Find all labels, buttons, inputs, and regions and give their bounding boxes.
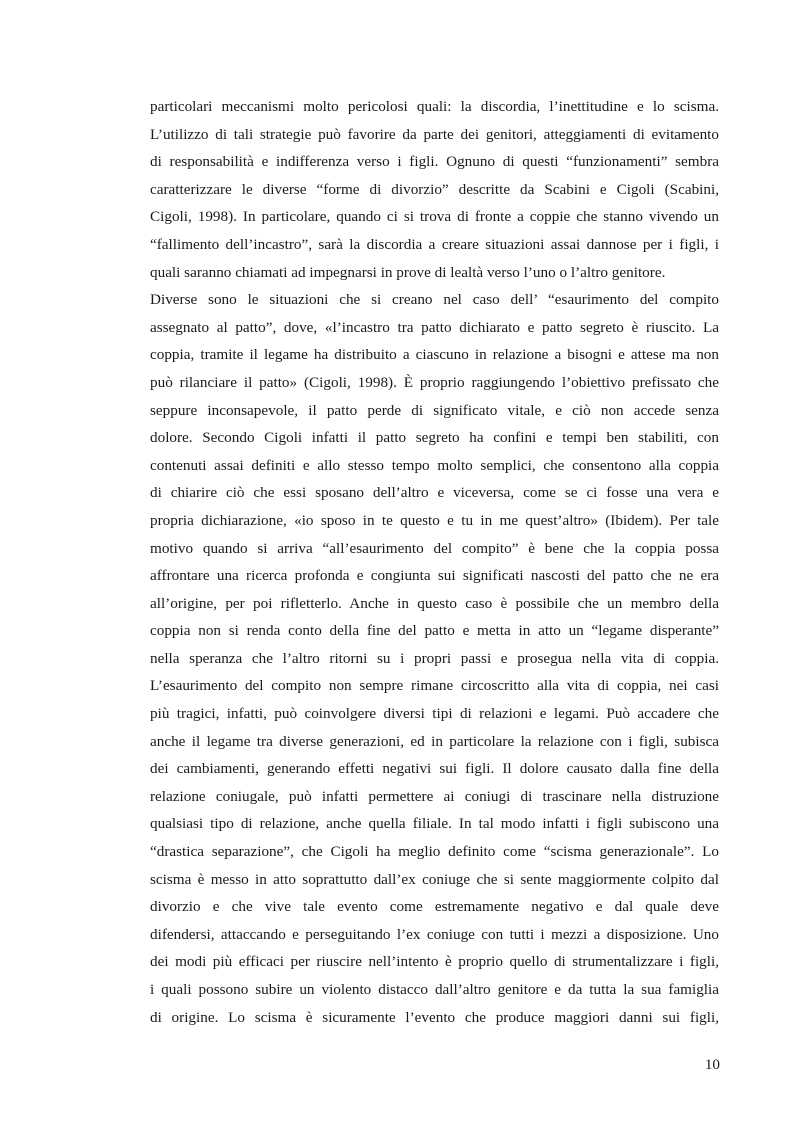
text-line: i quali possono subire un violento distacco dall’altro genitore e da tutta la sua famiglia <box>150 981 719 998</box>
text-line: dei cambiamenti, generando effetti negativi sui figli. Il dolore causato dalla fine della <box>150 760 719 778</box>
text-line: propria dichiarazione, «io sposo in te questo e tu in me quest’altro» (Ibidem). Per tale <box>150 511 719 529</box>
body-text <box>150 93 719 1031</box>
text-line: Diverse sono le situazioni che si creano nel caso dell’ “esaurimento del compito <box>150 291 719 309</box>
text-line: dei modi più efficaci per riuscire nell’intento è proprio quello di strumentalizzare i figli, <box>150 953 719 971</box>
text-line: relazione coniugale, può infatti permettere ai coniugi di trascinare nella distruzione <box>150 787 719 805</box>
text-line: di origine. Lo scisma è sicuramente l’evento che produce maggiori danni sui figli, <box>150 1008 719 1026</box>
text-line: può rilanciare il patto» (Cigoli, 1998). È proprio raggiungendo l’obiettivo prefissato che <box>150 373 719 391</box>
text-line: coppia, tramite il legame ha distribuito a ciascuno in relazione a bisogni e attese ma non <box>150 346 719 364</box>
page-number: 10 <box>704 1056 720 1073</box>
text-line: qualsiasi tipo di relazione, anche quella filiale. In tal modo infatti i figli subiscono una <box>150 815 719 833</box>
text-line: nella speranza che l’altro ritorni su i propri passi e prosegua nella vita di coppia. <box>150 649 719 667</box>
text-line: contenuti assai definiti e allo stesso tempo molto semplici, che consentono alla coppia <box>150 456 719 474</box>
text-line: di responsabilità e indifferenza verso i figli. Ognuno di questi “funzionamenti” sembra <box>150 153 719 171</box>
text-line: caratterizzare le diverse “forme di divorzio” descritte da Scabini e Cigoli (Scabini, <box>150 180 719 198</box>
text-line: scisma è messo in atto soprattutto dall’ex coniuge che si sente maggiormente colpito dal <box>150 870 719 888</box>
text-line: assegnato al patto”, dove, «l’incastro tra patto dichiarato e patto segreto è riuscito. La <box>150 318 719 336</box>
text-line: divorzio e che vive tale evento come estremamente negativo e dal quale deve <box>150 898 719 916</box>
text-line: affrontare una ricerca profonda e congiunta sui significati nascosti del patto che ne era <box>150 567 719 585</box>
text-line: L’utilizzo di tali strategie può favorire da parte dei genitori, atteggiamenti di evitamento <box>150 125 719 143</box>
text-line: coppia non si renda conto della fine del patto e metta in atto un “legame disperante” <box>150 622 719 640</box>
text-line: “fallimento dell’incastro”, sarà la discordia a creare situazioni assai dannose per i figli, i <box>150 235 719 253</box>
text-line: all’origine, per poi rifletterlo. Anche in questo caso è possibile che un membro della <box>150 594 719 612</box>
text-line: particolari meccanismi molto pericolosi quali: la discordia, l’inettitudine e lo scisma. <box>150 98 719 115</box>
text-line: più tragici, infatti, può coinvolgere diversi tipi di relazioni e legami. Può accadere che <box>150 705 719 723</box>
text-line: dolore. Secondo Cigoli infatti il patto segreto ha confini e tempi ben stabiliti, con <box>150 429 719 447</box>
text-line: anche il legame tra diverse generazioni, ed in particolare la relazione con i figli, subisca <box>150 732 719 750</box>
text-line: “drastica separazione”, che Cigoli ha meglio definito come “scisma generazionale”. Lo <box>150 843 719 861</box>
text-line: seppure inconsapevole, il patto perde di significato vitale, e ciò non accede senza <box>150 401 719 419</box>
text-line: L’esaurimento del compito non sempre rimane circoscritto alla vita di coppia, nei casi <box>150 677 719 695</box>
text-line: difendersi, attaccando e perseguitando l’ex coniuge con tutti i mezzi a disposizione. Uno <box>150 925 719 943</box>
text-line: quali saranno chiamati ad impegnarsi in prove di lealtà verso l’uno o l’altro genitore. <box>150 263 666 281</box>
text-line: Cigoli, 1998). In particolare, quando ci si trova di fronte a coppie che stanno vivendo un <box>150 208 719 226</box>
text-line: di chiarire ciò che essi sposano dell’altro e viceversa, come se ci fosse una vera e <box>150 484 719 502</box>
text-line: motivo quando si arriva “all’esaurimento del compito” è bene che la coppia possa <box>150 539 719 557</box>
